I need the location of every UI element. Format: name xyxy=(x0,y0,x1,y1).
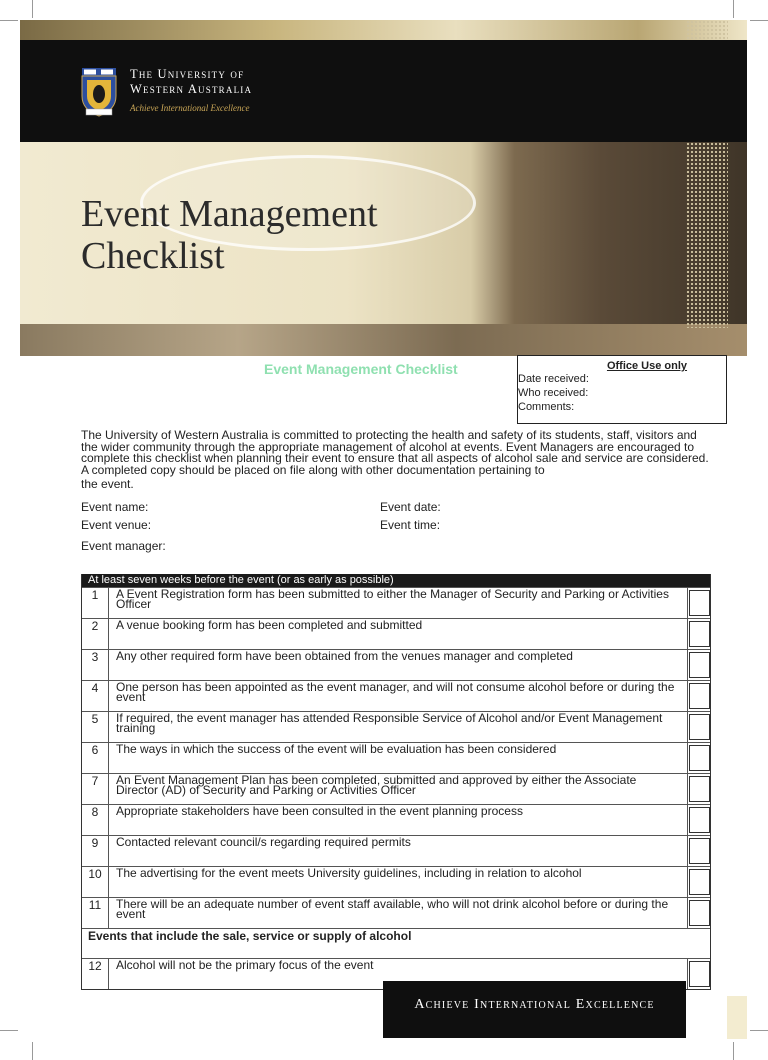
item-number: 4 xyxy=(82,681,109,711)
item-number: 6 xyxy=(82,743,109,773)
item-checkbox[interactable] xyxy=(689,807,710,833)
checklist-heading: At least seven weeks before the event (or as early as possible) xyxy=(82,574,710,587)
item-checkbox[interactable] xyxy=(689,745,710,771)
item-checkbox[interactable] xyxy=(689,869,710,895)
column-divider xyxy=(687,743,688,773)
item-number: 3 xyxy=(82,650,109,680)
university-name xyxy=(130,67,252,97)
checklist-row xyxy=(82,866,710,897)
item-number: 12 xyxy=(82,959,109,989)
column-divider xyxy=(687,898,688,928)
crop-mark xyxy=(32,1042,33,1060)
item-text: An Event Management Plan has been completed, submitted and approved by either the Associate Director (AD) of Security and Parking or Activities Officer xyxy=(116,773,637,797)
checklist-rows xyxy=(82,587,710,928)
item-checkbox[interactable] xyxy=(689,683,710,709)
column-divider xyxy=(687,774,688,804)
item-text: A Event Registration form has been submitted to either the Manager of Security and Parking or Activities Officer xyxy=(116,587,669,611)
checklist-row xyxy=(82,835,710,866)
office-use-box xyxy=(517,355,727,424)
crop-mark xyxy=(733,0,734,18)
dot-pattern xyxy=(686,20,728,40)
item-text: Contacted relevant council/s regarding required permits xyxy=(116,835,411,849)
page-title-line2: Checklist xyxy=(81,235,225,277)
top-gold-band xyxy=(20,20,747,40)
item-checkbox[interactable] xyxy=(689,900,710,926)
item-number: 10 xyxy=(82,867,109,897)
who-received-label: Who received: xyxy=(518,387,589,399)
checklist-row xyxy=(82,618,710,649)
alcohol-section-heading: Events that include the sale, service or supply of alcohol xyxy=(82,928,710,958)
checklist-subtitle: Event Management Checklist xyxy=(264,361,458,377)
item-text: Alcohol will not be the primary focus of the event xyxy=(116,958,374,972)
item-checkbox[interactable] xyxy=(689,714,710,740)
event-manager-label: Event manager: xyxy=(81,539,166,553)
event-date-label: Event date: xyxy=(380,500,441,514)
column-divider xyxy=(687,681,688,711)
checklist-row xyxy=(82,649,710,680)
crop-mark xyxy=(750,1030,768,1031)
footer-banner: Achieve International Excellence xyxy=(383,981,686,1038)
column-divider xyxy=(687,959,688,989)
checklist-row xyxy=(82,680,710,711)
intro-text: The University of Western Australia is committed to protecting the health and safety of its students, staff, visitors and the wider community through the appropriate management of alcohol at events. Event Managers are encouraged to complete this checklist when planning their event to ensure that all aspects of alcohol sale and service are considered. A completed copy should be placed on file along with other documentation pertaining to xyxy=(81,428,709,477)
intro-paragraph xyxy=(81,430,713,491)
item-text: Appropriate stakeholders have been consulted in the event planning process xyxy=(116,804,523,818)
event-time-label: Event time: xyxy=(380,518,441,532)
page-tab xyxy=(727,996,747,1039)
item-text: The ways in which the success of the event will be evaluation has been considered xyxy=(116,742,557,756)
checklist-row xyxy=(82,897,710,928)
crop-mark xyxy=(0,20,18,21)
item-text: There will be an adequate number of event staff available, who will not drink alcohol before or during the event xyxy=(116,897,669,921)
checklist-row xyxy=(82,711,710,742)
item-number: 2 xyxy=(82,619,109,649)
item-number: 8 xyxy=(82,805,109,835)
column-divider xyxy=(687,712,688,742)
item-checkbox[interactable] xyxy=(689,961,710,987)
event-venue-label: Event venue: xyxy=(81,518,152,532)
checklist-row xyxy=(82,804,710,835)
university-tagline: Achieve International Excellence xyxy=(130,103,250,113)
column-divider xyxy=(687,867,688,897)
item-number: 1 xyxy=(82,588,109,618)
item-text: A venue booking form has been completed and submitted xyxy=(116,618,423,632)
column-divider xyxy=(687,650,688,680)
crop-mark xyxy=(32,0,33,18)
comments-label: Comments: xyxy=(518,401,575,413)
item-number: 9 xyxy=(82,836,109,866)
crop-mark xyxy=(750,20,768,21)
item-checkbox[interactable] xyxy=(689,776,710,802)
checklist-row xyxy=(82,773,710,804)
office-use-heading: Office Use only xyxy=(606,360,688,372)
item-text: One person has been appointed as the event manager, and will not consume alcohol before or during the event xyxy=(116,680,675,704)
column-divider xyxy=(687,619,688,649)
university-name-line2: Western Australia xyxy=(130,82,253,96)
checklist-table xyxy=(81,574,711,990)
item-number: 5 xyxy=(82,712,109,742)
university-name-line1: The University of xyxy=(130,67,245,81)
column-divider xyxy=(687,588,688,618)
university-crest-icon xyxy=(80,66,118,118)
column-divider xyxy=(687,805,688,835)
date-received-label: Date received: xyxy=(518,373,589,385)
item-number: 7 xyxy=(82,774,109,804)
item-checkbox[interactable] xyxy=(689,621,710,647)
page-title xyxy=(81,193,378,277)
item-text: If required, the event manager has attended Responsible Service of Alcohol and/or Event Management training xyxy=(116,711,663,735)
dot-pattern xyxy=(686,142,728,328)
item-checkbox[interactable] xyxy=(689,590,710,616)
item-number: 11 xyxy=(82,898,109,928)
item-text: The advertising for the event meets University guidelines, including in relation to alcohol xyxy=(116,866,582,880)
intro-text-end: the event. xyxy=(81,477,134,491)
crop-mark xyxy=(0,1030,18,1031)
page-title-line1: Event Management xyxy=(81,193,378,235)
item-checkbox[interactable] xyxy=(689,652,710,678)
checklist-row xyxy=(82,587,710,618)
hero-texture xyxy=(20,324,747,356)
column-divider xyxy=(687,836,688,866)
event-name-label: Event name: xyxy=(81,500,149,514)
item-text: Any other required form have been obtained from the venues manager and completed xyxy=(116,649,573,663)
crop-mark xyxy=(733,1042,734,1060)
checklist-row xyxy=(82,742,710,773)
item-checkbox[interactable] xyxy=(689,838,710,864)
